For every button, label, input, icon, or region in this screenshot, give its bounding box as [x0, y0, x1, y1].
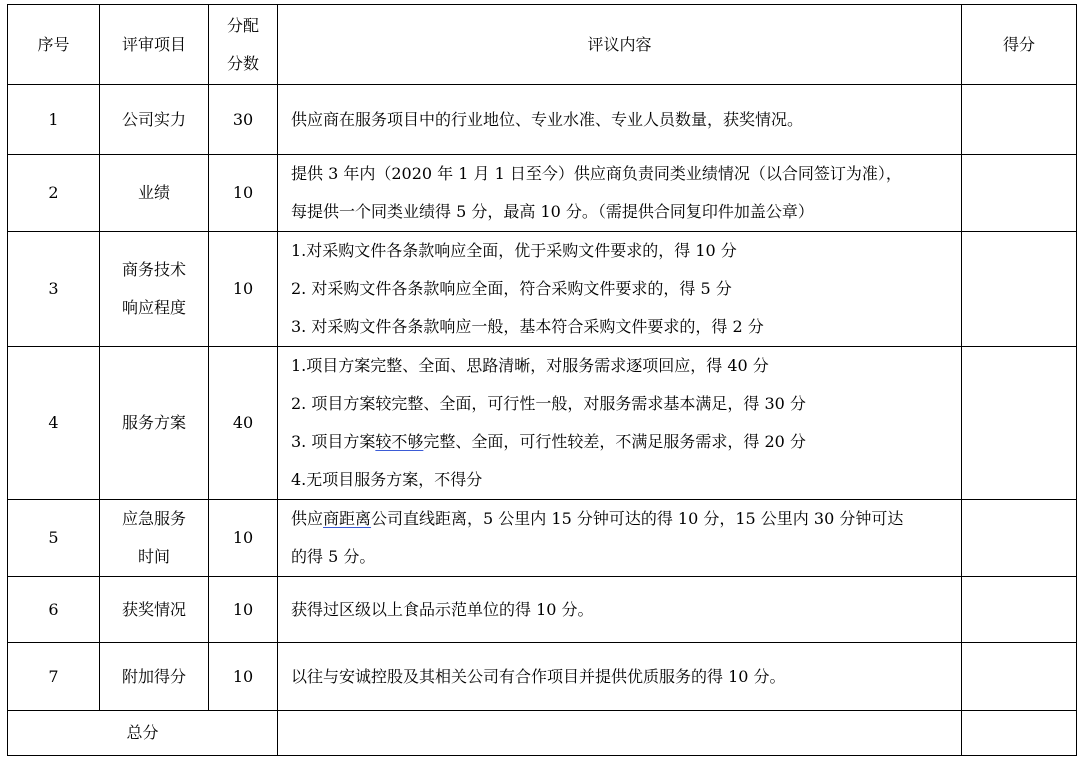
table-row [8, 577, 1077, 643]
content-line [291, 423, 955, 461]
content-line: 供应商在服务项目中的行业地位、专业水准、专业人员数量，获奖情况。 [291, 109, 804, 129]
content-text: 3. 项目方案 [291, 432, 376, 451]
row-got [962, 500, 1077, 577]
content-text: 供应 [291, 509, 324, 528]
row-content [278, 577, 962, 643]
row-got [962, 577, 1077, 643]
row-item: 获奖情况 [100, 577, 209, 643]
total-row [8, 711, 1077, 756]
row-seq: 7 [8, 643, 100, 711]
header-score-line1: 分配 [226, 15, 259, 35]
content-line: 获得过区级以上食品示范单位的得 10 分。 [291, 599, 594, 619]
row-item: 公司实力 [100, 85, 209, 155]
row-got [962, 155, 1077, 232]
row-item-line2: 时间 [137, 547, 170, 566]
content-line: 3. 对采购文件各条款响应一般，基本符合采购文件要求的，得 2 分 [291, 317, 764, 336]
row-content [278, 155, 962, 232]
content-line [291, 500, 955, 538]
row-seq: 1 [8, 85, 100, 155]
row-content [278, 232, 962, 347]
row-content [278, 643, 962, 711]
total-label: 总分 [8, 711, 278, 756]
row-item-line1: 商务技术 [121, 260, 186, 279]
row-item [100, 500, 209, 577]
row-content [278, 85, 962, 155]
content-text: 完整、全面，可行性较差，不满足服务需求，得 20 分 [423, 432, 806, 451]
content-line: 以往与安诚控股及其相关公司有合作项目并提供优质服务的得 10 分。 [291, 666, 786, 686]
content-line: 提供 3 年内（2020 年 1 月 1 日至今）供应商负责同类业绩情况（以合同签订为准）， [291, 164, 902, 183]
header-score-line2: 分数 [226, 53, 259, 73]
content-line: 2. 对采购文件各条款响应全面，符合采购文件要求的，得 5 分 [291, 279, 732, 298]
table-row [8, 643, 1077, 711]
header-seq: 序号 [8, 5, 100, 85]
content-line: 1.对采购文件各条款响应全面，优于采购文件要求的，得 10 分 [291, 241, 737, 260]
row-item: 附加得分 [100, 643, 209, 711]
row-score: 10 [209, 500, 278, 577]
table-row [8, 232, 1077, 347]
row-score: 30 [209, 85, 278, 155]
content-line: 1.项目方案完整、全面、思路清晰，对服务需求逐项回应，得 40 分 [291, 356, 769, 375]
row-score: 10 [209, 232, 278, 347]
row-content [278, 347, 962, 500]
row-got [962, 85, 1077, 155]
header-score [209, 5, 278, 85]
row-score: 40 [209, 347, 278, 500]
content-line: 2. 项目方案较完整、全面，可行性一般，对服务需求基本满足，得 30 分 [291, 394, 806, 413]
table-row [8, 500, 1077, 577]
table-row [8, 85, 1077, 155]
row-seq: 6 [8, 577, 100, 643]
header-got: 得分 [962, 5, 1077, 85]
total-content [278, 711, 962, 756]
header-item: 评审项目 [100, 5, 209, 85]
row-item: 业绩 [100, 155, 209, 232]
row-got [962, 643, 1077, 711]
table-row [8, 347, 1077, 500]
content-line: 的得 5 分。 [291, 547, 376, 566]
row-score: 10 [209, 155, 278, 232]
row-item-line1: 应急服务 [121, 509, 186, 528]
row-seq: 2 [8, 155, 100, 232]
table-row [8, 155, 1077, 232]
row-content [278, 500, 962, 577]
content-line: 每提供一个同类业绩得 5 分，最高 10 分。（需提供合同复印件加盖公章） [291, 202, 814, 221]
content-text: 公司直线距离，5 公里内 15 分钟可达的得 10 分，15 公里内 30 分钟可达 [371, 509, 904, 528]
total-got [962, 711, 1077, 756]
row-item [100, 232, 209, 347]
row-got [962, 232, 1077, 347]
row-score: 10 [209, 643, 278, 711]
row-score: 10 [209, 577, 278, 643]
underlined-text: 商距离 [323, 509, 372, 528]
row-item: 服务方案 [100, 347, 209, 500]
underlined-text: 较不够 [375, 432, 424, 451]
scoring-table [7, 4, 1077, 756]
row-seq: 4 [8, 347, 100, 500]
header-row [8, 5, 1077, 85]
row-item-line2: 响应程度 [121, 298, 186, 317]
row-got [962, 347, 1077, 500]
header-content: 评议内容 [278, 5, 962, 85]
row-seq: 3 [8, 232, 100, 347]
content-line: 4.无项目服务方案，不得分 [291, 470, 483, 489]
row-seq: 5 [8, 500, 100, 577]
